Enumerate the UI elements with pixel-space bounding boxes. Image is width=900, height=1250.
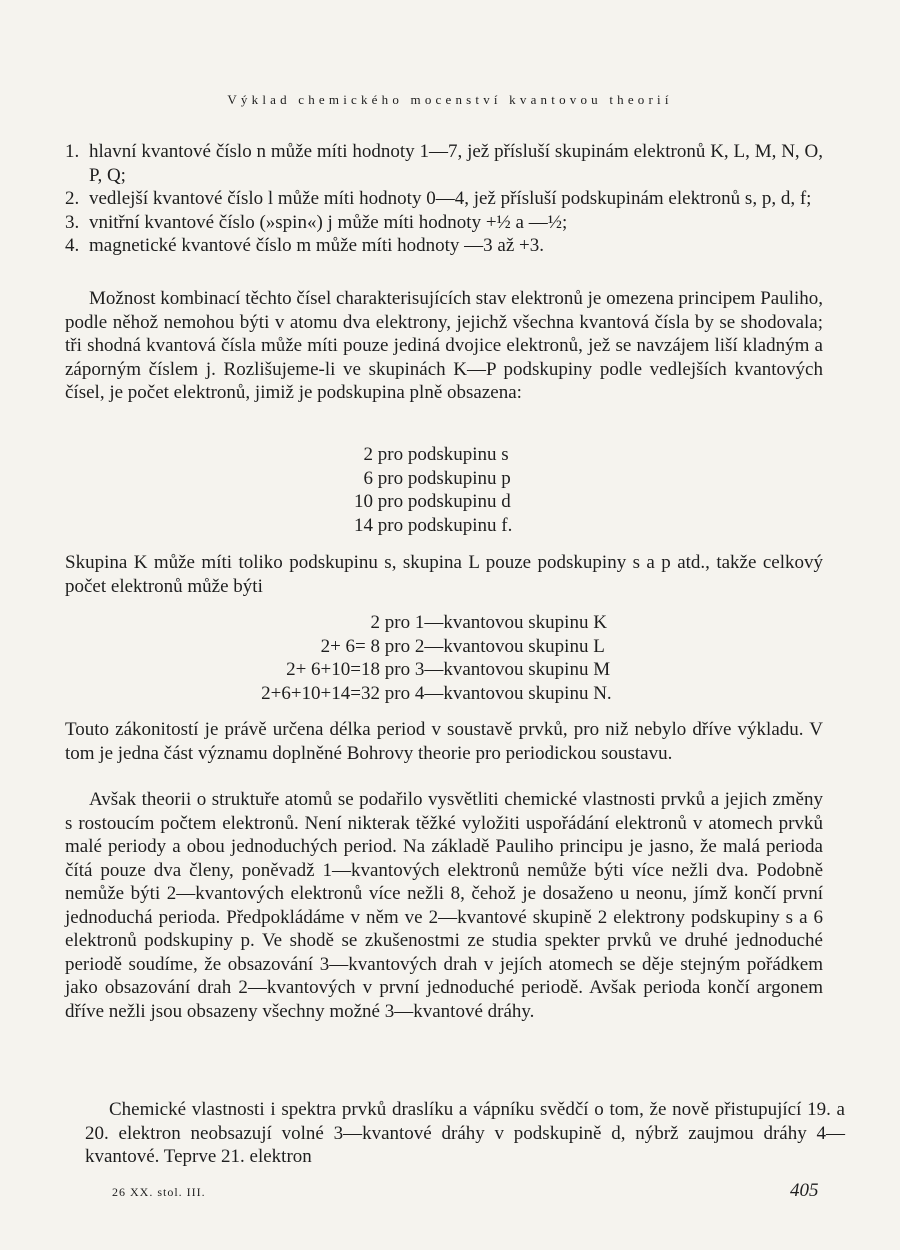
paragraph-subgroups: Skupina K může míti toliko podskupinu s, skupina L pouze podskupiny s a p atd., takže celkový počet elektronů může býti (65, 552, 823, 597)
subgroup-capacity-table (343, 443, 512, 537)
row-number: 2 (363, 444, 373, 465)
row-number: 10 (354, 491, 373, 512)
table-row (210, 611, 612, 635)
list-number: 2. (65, 188, 80, 209)
list-text: vedlejší kvantové číslo l může míti hodnoty 0—4, jež přísluší podskupinám elektronů s, p, d, f; (89, 188, 812, 209)
paragraph-pauli: Možnost kombinací těchto čísel charakterisujících stav elektronů je omezena principem Pauliho, podle něhož nemohou býti v atomu dva elektrony, jejichž všechna kvantová čísla by se shodovala; tři shodná kvantová čísla může míti pouze jediná dvojice elektronů, jež se navzájem liší kladným a záporným číslem j. Rozlišujeme-li ve skupinách K—P podskupiny podle vedlejších kvantových čísel, je počet elektronů, jimiž je podskupina plně obsazena: (65, 288, 823, 403)
list-item (65, 187, 823, 211)
list-item (65, 211, 823, 235)
table-row (343, 490, 512, 514)
table-row (210, 635, 612, 659)
row-text: pro 2—kvantovou skupinu L (384, 635, 605, 657)
table-row (343, 443, 512, 467)
list-item (65, 140, 823, 187)
row-text: pro 1—kvantovou skupinu K (384, 612, 607, 633)
row-number: 6 (363, 467, 373, 489)
table-row (343, 514, 512, 538)
list-number: 1. (65, 141, 80, 162)
row-number: 14 (354, 514, 373, 536)
page-number: 405 (790, 1180, 819, 1201)
list-text: hlavní kvantové číslo n může míti hodnoty 1—7, jež přísluší skupinám elektronů K, L, M, N, O, P, Q; (89, 141, 823, 186)
row-text: pro 4—kvantovou skupinu N. (384, 682, 612, 704)
table-row (343, 467, 512, 491)
total-electrons-table (210, 611, 612, 705)
signature-mark: 26 XX. stol. III. (112, 1185, 206, 1199)
list-text: magnetické kvantové číslo m může míti hodnoty —3 až +3. (89, 235, 544, 256)
quantum-number-list (65, 140, 823, 258)
row-sum: 2+6+10+14=32 (261, 682, 380, 704)
table-row (210, 658, 612, 682)
row-text: pro podskupinu d (377, 491, 511, 512)
list-number: 4. (65, 235, 80, 256)
row-text: pro 3—kvantovou skupinu M (384, 659, 611, 680)
running-header: Výklad chemického mocenství kvantovou theorií (227, 92, 673, 107)
row-text: pro podskupinu s (377, 444, 509, 465)
paragraph-atomic-structure: Avšak theorii o struktuře atomů se podařilo vysvětliti chemické vlastnosti prvků a jejich změny s rostoucím počtem elektronů. Není nikterak těžké vyložiti uspořádání elektronů v atomech prvků malé periody a obou jednoduchých period. Na základě Pauliho principu je jasno, že malá perioda čítá pouze dva členy, poněvadž 1—kvantových elektronů nemůže býti více nežli dva. Podobně nemůže býti 2—kvantových elektronů více nežli 8, čehož je dosaženo u neonu, jímž končí první jednoduchá perioda. Předpokládáme v něm ve 2—kvantové skupině 2 elektrony podskupiny s a 6 elektronů podskupiny p. Ve shodě se zkušenostmi ze studia spekter prvků ve druhé jednoduché periodě soudíme, že obsazování 3—kvantových drah v jejích atomech se děje stejným pořádkem jako obsazování drah 2—kvantových v první jednoduché periodě. Avšak perioda končí argonem dříve nežli jsou obsazeny všechny možné 3—kvantové dráhy. (65, 789, 823, 1022)
row-text: pro podskupinu f. (377, 514, 513, 536)
paragraph-periods: Touto zákonitostí je právě určena délka period v soustavě prvků, pro niž nebylo dříve výkladu. V tom je jedna část významu doplněné Bohrovy theorie pro periodickou soustavu. (65, 719, 823, 764)
list-item (65, 234, 823, 258)
row-sum: 2 (370, 612, 380, 633)
row-text: pro podskupinu p (377, 467, 511, 489)
table-row (210, 682, 612, 706)
list-text: vnitřní kvantové číslo (»spin«) j může míti hodnoty +½ a —½; (89, 211, 568, 233)
row-sum: 2+ 6= 8 (320, 635, 380, 657)
row-sum: 2+ 6+10=18 (286, 659, 380, 680)
list-number: 3. (65, 211, 80, 233)
paragraph-potassium: Chemické vlastnosti i spektra prvků draslíku a vápníku svědčí o tom, že nově přistupující 19. a 20. elektron neobsazují volné 3—kvantové dráhy v podskupině d, nýbrž zaujmou dráhy 4—kvantové. Teprve 21. elektron (85, 1099, 845, 1167)
